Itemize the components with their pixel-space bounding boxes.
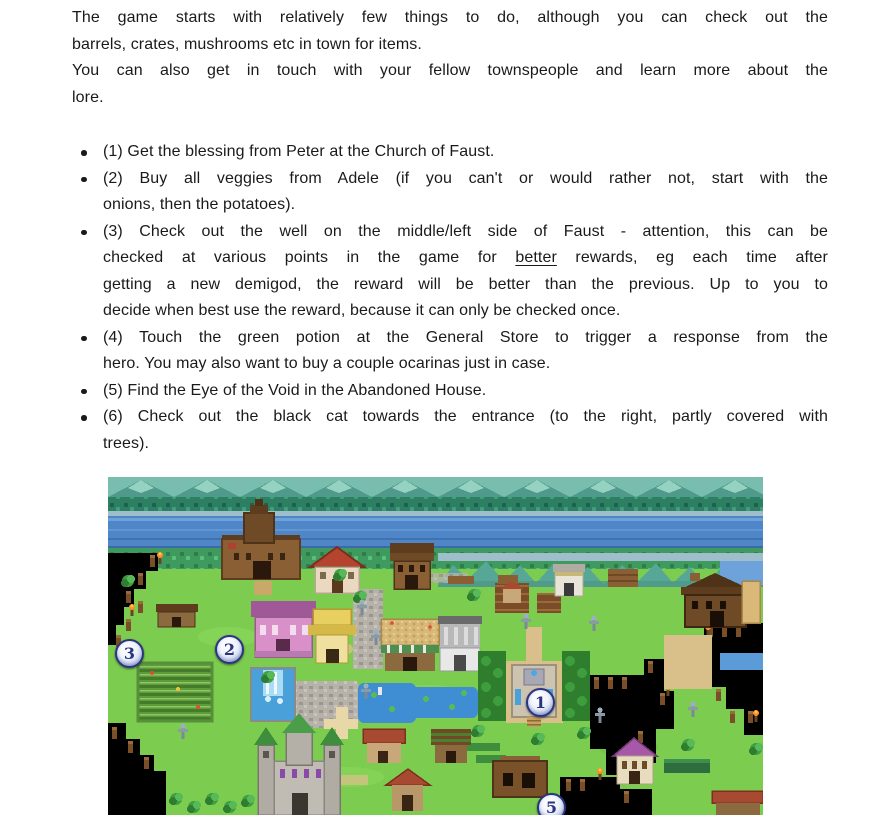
text-line xyxy=(103,192,828,219)
general-store-building xyxy=(438,616,482,671)
shore-white-building xyxy=(553,564,585,596)
text-segment: rewards, eg each time after xyxy=(556,249,828,266)
text-segment: (5) Find the Eye of the Void in the Abandoned House. xyxy=(103,381,487,399)
sod-roof-house xyxy=(431,729,471,763)
text-segment: lore. xyxy=(72,88,104,106)
bullet-item xyxy=(72,378,828,405)
town-map-image xyxy=(108,477,763,815)
text-segment: onions, then the potatoes). xyxy=(103,196,296,213)
farm-field xyxy=(138,663,212,721)
wooden-shack xyxy=(156,604,198,627)
text-line xyxy=(72,58,828,85)
entrance-red-house xyxy=(712,791,763,815)
pink-mansion xyxy=(251,601,316,657)
text-line xyxy=(103,325,828,352)
dirt-ruins xyxy=(493,756,547,797)
text-line xyxy=(103,245,828,272)
dock xyxy=(608,569,638,587)
fence xyxy=(448,576,474,584)
mountain-band xyxy=(108,477,763,497)
text-line xyxy=(103,219,828,246)
text-line xyxy=(103,139,828,166)
river xyxy=(108,516,763,549)
intro-paragraphs xyxy=(72,5,828,111)
text-line xyxy=(72,32,828,59)
forest-band-upper xyxy=(108,497,763,512)
bullet-item xyxy=(72,325,828,378)
red-roof-house-2 xyxy=(363,729,405,763)
text-line xyxy=(103,404,828,431)
bullet-item xyxy=(72,219,828,325)
text-segment: (1) Get the blessing from Peter at the Church of Faust. xyxy=(103,143,495,160)
text-line xyxy=(103,431,828,458)
brown-store-building xyxy=(390,543,434,589)
bullet-item xyxy=(72,139,828,166)
map-marker-3: 3 xyxy=(115,639,144,668)
text-segment: barrels, crates, mushrooms etc in town for items. xyxy=(72,35,422,53)
text-line xyxy=(72,85,828,112)
map-marker-5: 5 xyxy=(537,793,566,815)
walkthrough-text xyxy=(72,5,828,457)
paragraph xyxy=(72,5,828,58)
text-line xyxy=(103,272,828,299)
text-segment: You can also get in touch with your fellow townspeople and learn more about the xyxy=(72,62,828,79)
text-segment: The game starts with relatively few things to do, although you can check out the xyxy=(72,9,828,26)
hedge-row xyxy=(466,743,500,751)
text-segment: (2) Buy all veggies from Adele (if you can't or would rather not, start with the xyxy=(103,169,828,187)
text-segment: (6) Check out the black cat towards the entrance (to the right, partly covered with xyxy=(103,408,828,425)
text-segment: trees). xyxy=(103,434,150,452)
text-segment: (3) Check out the well on the middle/left side of Faust - attention, this can be xyxy=(103,222,828,240)
text-line xyxy=(103,166,828,193)
shore-tan-houses xyxy=(690,573,700,581)
fence xyxy=(498,575,518,584)
bullet-item xyxy=(72,404,828,457)
text-line xyxy=(103,298,828,325)
task-list xyxy=(72,139,828,457)
paragraph xyxy=(72,58,828,111)
straw-roof-inn xyxy=(381,619,439,671)
map-marker-1: 1 xyxy=(526,688,555,717)
central-pond xyxy=(358,683,478,723)
text-segment: checked at various points in the game for xyxy=(103,249,516,266)
bullet-item xyxy=(72,166,828,219)
text-segment: hero. You may also want to buy a couple ocarinas just in case. xyxy=(103,355,551,372)
text-line xyxy=(72,5,828,32)
text-segment: decide when best use the reward, because it can only be checked once. xyxy=(103,302,621,319)
map-marker-2: 2 xyxy=(215,635,244,664)
underlined-text: better xyxy=(515,249,557,266)
text-line xyxy=(103,351,828,378)
text-line xyxy=(103,378,828,405)
town-map-art xyxy=(108,477,763,815)
text-segment: (4) Touch the green potion at the General Store to trigger a response from the xyxy=(103,328,828,346)
hidden-lake xyxy=(720,653,763,670)
text-segment: getting a new demigod, the reward will be better than the previous. Up to you to xyxy=(103,275,828,293)
